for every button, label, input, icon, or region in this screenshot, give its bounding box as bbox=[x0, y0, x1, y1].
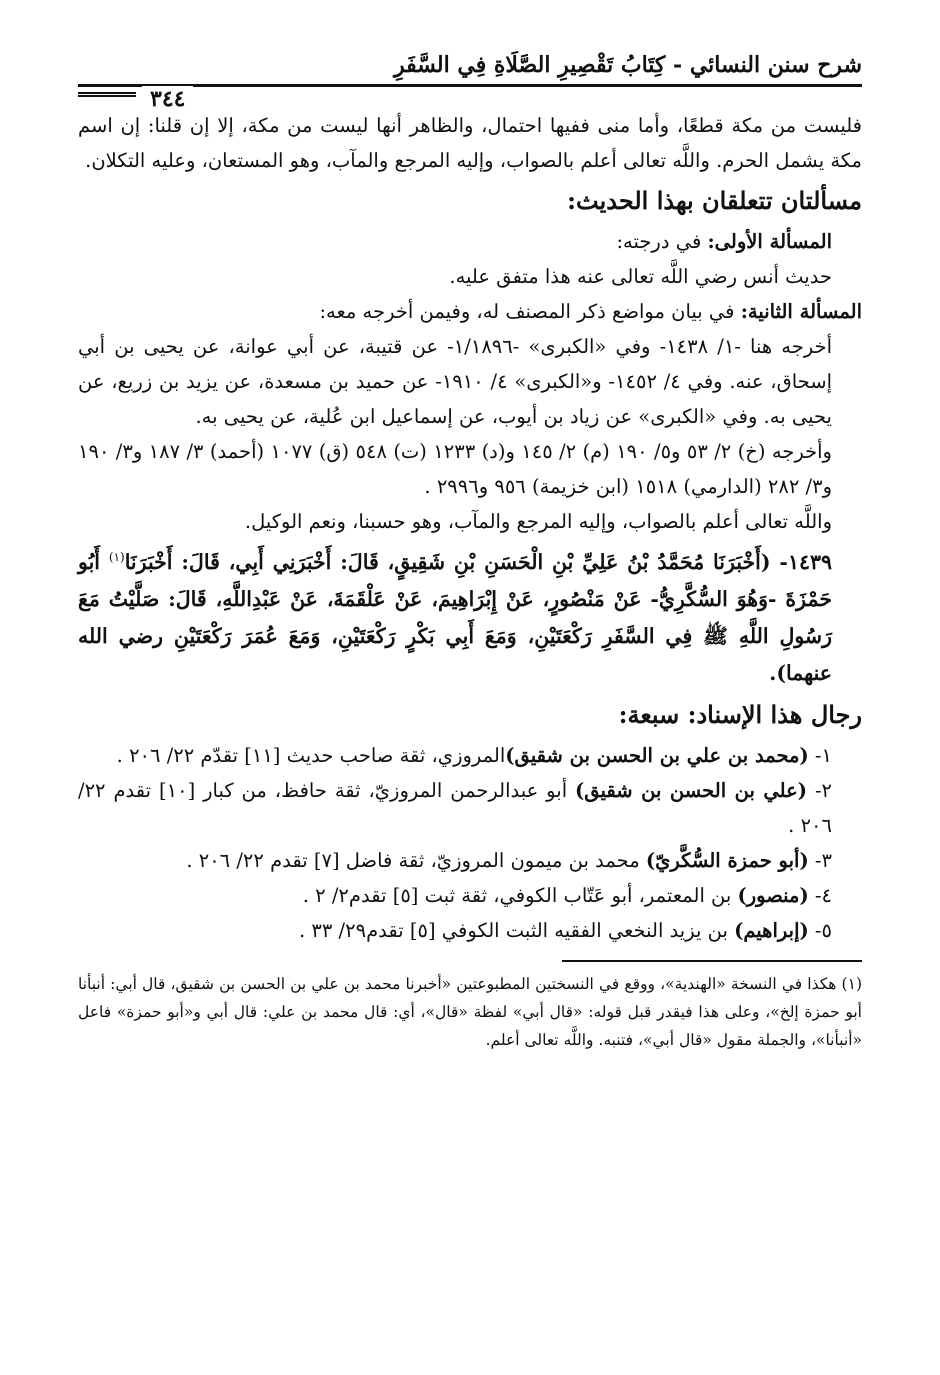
issue-two-label: المسألة الثانية: bbox=[740, 300, 862, 323]
section-heading-narrators: رجال هذا الإسناد: سبعة: bbox=[618, 699, 862, 729]
narrator-number: ٢- bbox=[807, 778, 833, 802]
narrator-item bbox=[78, 773, 862, 843]
issue-two-body-2: وأخرجه (خ) ٢/ ٥٣ و٥/ ١٩٠ (م) ٢/ ١٤٥ و(د) ١٢٣٣ (ت) ٥٤٨ (ق) ١٠٧٧ (أحمد) ٣/ ١٨٧ و٣/ ١٩٠ و٣/ ٢٨٢ (الدارمي) ١٥١٨ (ابن خزيمة) ٩٥٦ و٢٩٩٦ . bbox=[78, 440, 832, 498]
footnote-marker: (١) bbox=[108, 550, 125, 564]
issue-one-body: حديث أنس رضي اللَّه تعالى عنه هذا متفق عليه. bbox=[449, 265, 832, 288]
issue-one-label: المسألة الأولى: bbox=[707, 230, 832, 253]
issue-two-body-3: واللَّه تعالى أعلم بالصواب، وإليه المرجع والمآب، وهو حسبنا، ونعم الوكيل. bbox=[244, 510, 832, 533]
narrator-item bbox=[78, 878, 862, 913]
narrator-item bbox=[78, 913, 862, 948]
narrator-number: ٥- bbox=[808, 918, 832, 942]
book-page bbox=[78, 52, 862, 1054]
page-number: ٣٤٤ bbox=[142, 86, 193, 112]
issue-two-title: في بيان مواضع ذكر المصنف له، وفيمن أخرجه معه: bbox=[319, 300, 741, 323]
page-header bbox=[78, 52, 862, 112]
hadith-part-1: ١٤٣٩- (أَخْبَرَنَا مُحَمَّدُ بْنُ عَلِيِّ بْنِ الْحَسَنِ بْنِ شَقِيقٍ، قَالَ: أَخْبَرَنِي أَبِي، قَالَ: أَخْبَرَنَا bbox=[124, 549, 832, 574]
hadith-part-2: أَبُو حَمْزَةَ -وَهُوَ السُّكَّرِيُّ- عَنْ مَنْصُورٍ، عَنْ إِبْرَاهِيمَ، عَنْ عَلْقَمَةَ، عَنْ عَبْدِاللَّهِ، قَالَ: صَلَّيْتُ مَعَ رَسُولِ اللَّهِ ﷺ فِي السَّفَرِ رَكْعَتَيْنِ، وَمَعَ أَبِي بَكْرٍ رَكْعَتَيْنِ، وَمَعَ عُمَرَ رَكْعَتَيْنِ رضي الله عنهما). bbox=[78, 549, 832, 685]
section-heading-issues: مسألتان تتعلقان بهذا الحديث: bbox=[567, 186, 862, 215]
hadith-text bbox=[78, 539, 862, 692]
narrator-number: ١- bbox=[808, 743, 832, 767]
issue-two-body-1: أخرجه هنا -١/ ١٤٣٨- وفي «الكبرى» -١/١٨٩٦- عن قتيبة، عن أبي عوانة، عن يحيى بن أبي إسحاق، عنه. وفي ٤/ ١٤٥٢- و«الكبرى» ٤/ ١٩١٠- عن حميد بن مسعدة، عن يزيد بن زريع، عن يحيى به. وفي «الكبرى» عن زياد بن أيوب، عن إسماعيل ابن عُلية، عن يحيى به. bbox=[78, 335, 832, 428]
narrator-description: أبو عبدالرحمن المروزيّ، ثقة حافظ، من كبار [١٠] تقدم ٢٢/ ٢٠٦ . bbox=[78, 778, 832, 837]
footnote-divider bbox=[562, 960, 862, 962]
narrator-description: المروزي، ثقة صاحب حديث [١١] تقدّم ٢٢/ ٢٠٦ . bbox=[116, 743, 506, 767]
narrator-item bbox=[78, 738, 862, 773]
footnote: (١) هكذا في النسخة «الهندية»، ووقع في النسختين المطبوعتين «أخبرنا محمد بن علي بن الحسن بن شقيق، قال أبي: أنبأنا أبو حمزة إلخ»، وعلى هذا فيقدر قبل قوله: «قال أبي» لفظة «قال»، أي: قال محمد بن علي: قال أبي و«أبو حمزة» فاعل «أنبأنا»، والجملة مقول «قال أبي»، فتنبه. واللَّه تعالى أعلم. bbox=[78, 974, 862, 1049]
intro-paragraph: فليست من مكة قطعًا، وأما منى ففيها احتمال، والظاهر أنها ليست من مكة، إلا إن قلنا: إن اسم مكة يشمل الحرم. واللَّه تعالى أعلم بالصواب، وإليه المرجع والمآب، وهو المستعان، وعليه التكلان. bbox=[78, 114, 862, 172]
header-title: شرح سنن النسائي - كِتَابُ تَقْصِيرِ الصَّلَاةِ فِي السَّفَرِ bbox=[394, 52, 862, 78]
narrator-name: (أبو حمزة السُّكَّريّ) bbox=[645, 848, 809, 872]
narrator-name: (إبراهيم) bbox=[734, 918, 809, 942]
main-text bbox=[78, 108, 862, 948]
narrator-description: محمد بن ميمون المروزيّ، ثقة فاضل [٧] تقدم ٢٢/ ٢٠٦ . bbox=[186, 848, 646, 872]
narrator-item bbox=[78, 843, 862, 878]
narrator-description: بن المعتمر، أبو عَتّاب الكوفي، ثقة ثبت [٥] تقدم٢/ ٢ . bbox=[302, 883, 738, 907]
narrator-name: (محمد بن علي بن الحسن بن شقيق) bbox=[505, 743, 809, 767]
narrator-description: بن يزيد النخعي الفقيه الثبت الكوفي [٥] تقدم٢٩/ ٣٣ . bbox=[299, 918, 735, 942]
issue-one-line bbox=[78, 224, 862, 259]
page-number-bar bbox=[78, 92, 136, 97]
narrator-number: ٤- bbox=[808, 883, 832, 907]
header-rule bbox=[78, 84, 862, 87]
narrator-name: (علي بن الحسن بن شقيق) bbox=[575, 778, 808, 802]
issue-one-title: في درجته: bbox=[616, 230, 708, 253]
narrator-name: (منصور) bbox=[737, 883, 809, 907]
issue-two-line bbox=[78, 294, 862, 329]
narrator-number: ٣- bbox=[808, 848, 832, 872]
